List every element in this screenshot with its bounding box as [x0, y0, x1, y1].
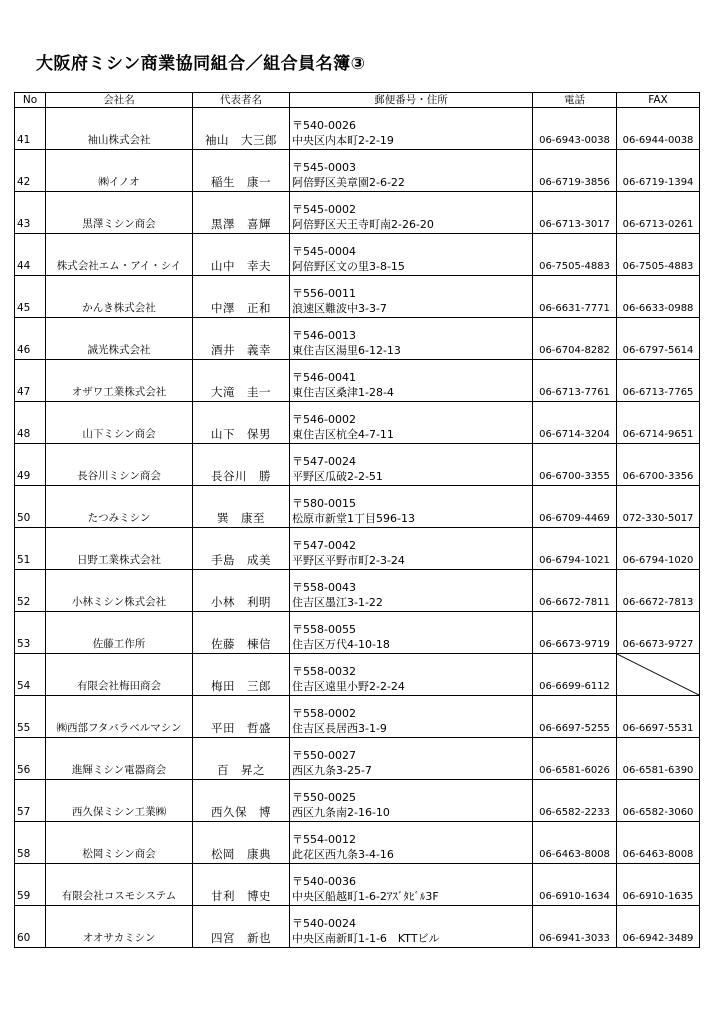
- representative-name: 山中 幸夫: [193, 234, 290, 276]
- member-number: 44: [15, 234, 46, 276]
- postal-code: 〒545-0002: [292, 203, 356, 216]
- table-row: [15, 570, 700, 612]
- table-row: [15, 486, 700, 528]
- header-fax: FAX: [617, 93, 700, 108]
- address-cell: [290, 486, 533, 528]
- street-address: 中央区南新町1-1-6 KTTビル: [292, 932, 440, 945]
- fax-number: 06-6714-9651: [617, 402, 700, 444]
- postal-code: 〒546-0041: [292, 371, 356, 384]
- representative-name: 袖山 大三郎: [193, 108, 290, 150]
- company-name: オザワ工業株式会社: [46, 360, 193, 402]
- member-number: 43: [15, 192, 46, 234]
- representative-name: 山下 保男: [193, 402, 290, 444]
- representative-name: 西久保 博: [193, 780, 290, 822]
- representative-name: 酒井 義幸: [193, 318, 290, 360]
- fax-number: 06-6581-6390: [617, 738, 700, 780]
- address-cell: [290, 276, 533, 318]
- company-name: 有限会社梅田商会: [46, 654, 193, 696]
- member-number: 48: [15, 402, 46, 444]
- table-row: [15, 192, 700, 234]
- address-cell: [290, 780, 533, 822]
- postal-code: 〒558-0043: [292, 581, 356, 594]
- member-number: 47: [15, 360, 46, 402]
- company-name: 株式会社エム・アイ・シイ: [46, 234, 193, 276]
- address-cell: [290, 570, 533, 612]
- postal-code: 〒540-0026: [292, 119, 356, 132]
- postal-code: 〒554-0012: [292, 833, 356, 846]
- postal-code: 〒547-0042: [292, 539, 356, 552]
- diagonal-slash-mark: [617, 654, 699, 695]
- table-row: [15, 360, 700, 402]
- member-number: 59: [15, 864, 46, 906]
- member-number: 52: [15, 570, 46, 612]
- fax-number: 06-6463-8008: [617, 822, 700, 864]
- member-number: 42: [15, 150, 46, 192]
- fax-number: 06-6697-5531: [617, 696, 700, 738]
- company-name: かんき株式会社: [46, 276, 193, 318]
- member-number: 41: [15, 108, 46, 150]
- address-cell: [290, 234, 533, 276]
- phone-number: 06-6699-6112: [533, 654, 617, 696]
- company-name: たつみミシン: [46, 486, 193, 528]
- phone-number: 06-6713-7761: [533, 360, 617, 402]
- header-company: 会社名: [46, 93, 193, 108]
- member-number: 55: [15, 696, 46, 738]
- table-row: [15, 696, 700, 738]
- phone-number: 06-6631-7771: [533, 276, 617, 318]
- phone-number: 06-6581-6026: [533, 738, 617, 780]
- address-cell: [290, 528, 533, 570]
- member-number: 54: [15, 654, 46, 696]
- company-name: 山下ミシン商会: [46, 402, 193, 444]
- member-roster-table: [14, 92, 700, 948]
- member-number: 50: [15, 486, 46, 528]
- fax-number: 06-6942-3489: [617, 906, 700, 948]
- phone-number: 06-6709-4469: [533, 486, 617, 528]
- postal-code: 〒558-0002: [292, 707, 356, 720]
- phone-number: 06-6700-3355: [533, 444, 617, 486]
- header-address: 郵便番号・住所: [290, 93, 533, 108]
- table-header-row: [15, 93, 700, 108]
- representative-name: 梅田 三郎: [193, 654, 290, 696]
- company-name: 袖山株式会社: [46, 108, 193, 150]
- company-name: 長谷川ミシン商会: [46, 444, 193, 486]
- address-cell: [290, 402, 533, 444]
- member-number: 51: [15, 528, 46, 570]
- street-address: 東住吉区桑津1-28-4: [292, 386, 394, 399]
- street-address: 住吉区墨江3-1-22: [292, 596, 383, 609]
- company-name: 黒澤ミシン商会: [46, 192, 193, 234]
- table-row: [15, 906, 700, 948]
- company-name: ㈱西部フタバラベルマシン: [46, 696, 193, 738]
- fax-number: 06-6672-7813: [617, 570, 700, 612]
- street-address: 阿倍野区天王寺町南2-26-20: [292, 218, 434, 231]
- phone-number: 06-6941-3033: [533, 906, 617, 948]
- representative-name: 甘利 博史: [193, 864, 290, 906]
- company-name: 進輝ミシン電器商会: [46, 738, 193, 780]
- phone-number: 06-6673-9719: [533, 612, 617, 654]
- address-cell: [290, 738, 533, 780]
- address-cell: [290, 612, 533, 654]
- postal-code: 〒547-0024: [292, 455, 356, 468]
- phone-number: 06-6697-5255: [533, 696, 617, 738]
- postal-code: 〒580-0015: [292, 497, 356, 510]
- postal-code: 〒556-0011: [292, 287, 356, 300]
- company-name: ㈱イノオ: [46, 150, 193, 192]
- address-cell: [290, 864, 533, 906]
- phone-number: 06-6582-2233: [533, 780, 617, 822]
- representative-name: 巽 康至: [193, 486, 290, 528]
- table-row: [15, 108, 700, 150]
- fax-number: 06-6944-0038: [617, 108, 700, 150]
- member-number: 53: [15, 612, 46, 654]
- phone-number: 06-6704-8282: [533, 318, 617, 360]
- street-address: 平野区瓜破2-2-51: [292, 470, 383, 483]
- representative-name: 百 昇之: [193, 738, 290, 780]
- address-cell: [290, 108, 533, 150]
- street-address: 住吉区遠里小野2-2-24: [292, 680, 405, 693]
- representative-name: 手島 成美: [193, 528, 290, 570]
- fax-number: 06-6713-7765: [617, 360, 700, 402]
- table-row: [15, 150, 700, 192]
- street-address: 浪速区難波中3-3-7: [292, 302, 387, 315]
- fax-number: 06-6673-9727: [617, 612, 700, 654]
- street-address: 平野区平野市町2-3-24: [292, 554, 405, 567]
- representative-name: 大滝 圭一: [193, 360, 290, 402]
- member-number: 49: [15, 444, 46, 486]
- postal-code: 〒558-0055: [292, 623, 356, 636]
- street-address: 東住吉区湯里6-12-13: [292, 344, 401, 357]
- header-representative: 代表者名: [193, 93, 290, 108]
- fax-number: 06-6582-3060: [617, 780, 700, 822]
- address-cell: [290, 360, 533, 402]
- table-row: [15, 822, 700, 864]
- company-name: 日野工業株式会社: [46, 528, 193, 570]
- address-cell: [290, 696, 533, 738]
- street-address: 此花区西九条3-4-16: [292, 848, 394, 861]
- phone-number: 06-6463-8008: [533, 822, 617, 864]
- representative-name: 中澤 正和: [193, 276, 290, 318]
- phone-number: 06-6794-1021: [533, 528, 617, 570]
- fax-number: 06-6910-1635: [617, 864, 700, 906]
- company-name: 西久保ミシン工業㈱: [46, 780, 193, 822]
- postal-code: 〒550-0025: [292, 791, 356, 804]
- representative-name: 平田 哲盛: [193, 696, 290, 738]
- fax-number: 06-7505-4883: [617, 234, 700, 276]
- fax-number: 06-6713-0261: [617, 192, 700, 234]
- representative-name: 稲生 康一: [193, 150, 290, 192]
- table-row: [15, 864, 700, 906]
- phone-number: 06-7505-4883: [533, 234, 617, 276]
- table-row: [15, 528, 700, 570]
- postal-code: 〒546-0013: [292, 329, 356, 342]
- member-number: 57: [15, 780, 46, 822]
- street-address: 阿倍野区文の里3-8-15: [292, 260, 405, 273]
- representative-name: 四宮 新也: [193, 906, 290, 948]
- address-cell: [290, 822, 533, 864]
- address-cell: [290, 318, 533, 360]
- phone-number: 06-6713-3017: [533, 192, 617, 234]
- representative-name: 黒澤 喜輝: [193, 192, 290, 234]
- postal-code: 〒546-0002: [292, 413, 356, 426]
- table-row: [15, 738, 700, 780]
- address-cell: [290, 906, 533, 948]
- page-title: 大阪府ミシン商業協同組合／組合員名簿③: [36, 54, 366, 74]
- postal-code: 〒540-0024: [292, 917, 356, 930]
- phone-number: 06-6719-3856: [533, 150, 617, 192]
- company-name: 有限会社コスモシステム: [46, 864, 193, 906]
- fax-number: 06-6719-1394: [617, 150, 700, 192]
- representative-name: 佐藤 棟信: [193, 612, 290, 654]
- member-number: 45: [15, 276, 46, 318]
- postal-code: 〒545-0004: [292, 245, 356, 258]
- table-row: [15, 612, 700, 654]
- street-address: 松原市新堂1丁目596-13: [292, 512, 415, 525]
- address-cell: [290, 444, 533, 486]
- table-row: [15, 276, 700, 318]
- header-phone: 電話: [533, 93, 617, 108]
- street-address: 西区九条南2-16-10: [292, 806, 390, 819]
- fax-number: 072-330-5017: [617, 486, 700, 528]
- fax-number: 06-6633-0988: [617, 276, 700, 318]
- table-row: [15, 780, 700, 822]
- street-address: 住吉区万代4-10-18: [292, 638, 390, 651]
- postal-code: 〒550-0027: [292, 749, 356, 762]
- representative-name: 長谷川 勝: [193, 444, 290, 486]
- company-name: 誠光株式会社: [46, 318, 193, 360]
- postal-code: 〒545-0003: [292, 161, 356, 174]
- table-row: [15, 444, 700, 486]
- fax-number: 06-6797-5614: [617, 318, 700, 360]
- company-name: 松岡ミシン商会: [46, 822, 193, 864]
- street-address: 中央区内本町2-2-19: [292, 134, 394, 147]
- street-address: 中央区船越町1-6-2ｱｽﾞﾀﾋﾞﾙ3F: [292, 890, 439, 903]
- company-name: オオサカミシン: [46, 906, 193, 948]
- street-address: 阿倍野区美章園2-6-22: [292, 176, 405, 189]
- street-address: 西区九条3-25-7: [292, 764, 372, 777]
- table-row: [15, 654, 700, 696]
- company-name: 小林ミシン株式会社: [46, 570, 193, 612]
- fax-number: 06-6700-3356: [617, 444, 700, 486]
- member-number: 58: [15, 822, 46, 864]
- fax-number: 06-6794-1020: [617, 528, 700, 570]
- company-name: 佐藤工作所: [46, 612, 193, 654]
- table-body: [15, 108, 700, 948]
- street-address: 東住吉区杭全4-7-11: [292, 428, 394, 441]
- street-address: 住吉区長居西3-1-9: [292, 722, 387, 735]
- postal-code: 〒558-0032: [292, 665, 356, 678]
- postal-code: 〒540-0036: [292, 875, 356, 888]
- representative-name: 松岡 康典: [193, 822, 290, 864]
- phone-number: 06-6672-7811: [533, 570, 617, 612]
- phone-number: 06-6910-1634: [533, 864, 617, 906]
- table-row: [15, 234, 700, 276]
- address-cell: [290, 654, 533, 696]
- fax-empty-cell: [617, 654, 700, 696]
- address-cell: [290, 192, 533, 234]
- member-number: 56: [15, 738, 46, 780]
- table-row: [15, 402, 700, 444]
- representative-name: 小林 利明: [193, 570, 290, 612]
- phone-number: 06-6943-0038: [533, 108, 617, 150]
- member-number: 46: [15, 318, 46, 360]
- header-no: No: [15, 93, 46, 108]
- phone-number: 06-6714-3204: [533, 402, 617, 444]
- address-cell: [290, 150, 533, 192]
- member-number: 60: [15, 906, 46, 948]
- table-row: [15, 318, 700, 360]
